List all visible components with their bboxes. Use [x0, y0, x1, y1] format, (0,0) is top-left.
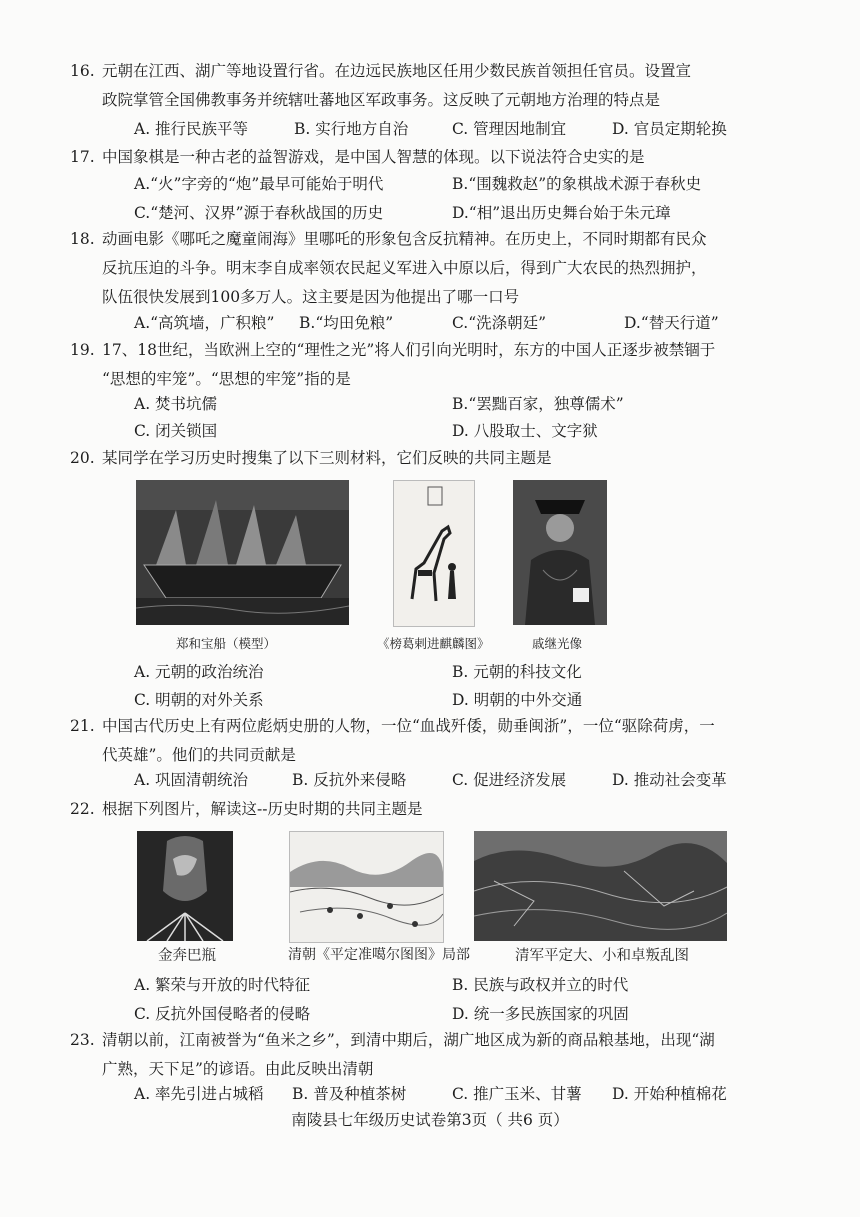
image-caption: 郑和宝船（模型）	[176, 636, 277, 651]
option-a: A. 推行民族平等	[134, 120, 249, 138]
option-d: D. 开始种植棉花	[612, 1085, 727, 1103]
question-number: 16.	[70, 62, 95, 80]
option-b: B.“均田免粮”	[299, 314, 394, 332]
question-16	[70, 57, 762, 115]
question-20	[70, 444, 762, 473]
question-text: 某同学在学习历史时搜集了以下三则材料，它们反映的共同主题是	[102, 449, 552, 467]
option-c: C. 推广玉米、甘薯	[452, 1085, 582, 1103]
qi-jiguang-portrait-image	[513, 480, 607, 625]
question-21	[70, 712, 762, 770]
question-text: 17、18世纪，当欧洲上空的“理性之光”将人们引向光明时，东方的中国人正逐步被禁锢于	[102, 341, 716, 359]
question-number: 20.	[70, 449, 95, 467]
option-a: A. 元朝的政治统治	[134, 663, 264, 681]
question-text: 代英雄”。他们的共同贡献是	[102, 746, 296, 764]
question-17	[70, 143, 762, 172]
question-text: 根据下列图片，解读这--历史时期的共同主题是	[102, 800, 423, 818]
option-b: B. 实行地方自治	[294, 120, 409, 138]
option-b: B. 民族与政权并立的时代	[452, 976, 629, 994]
option-b: B. 普及种植茶树	[292, 1085, 407, 1103]
image-caption: 清朝《平定准噶尔图图》局部	[288, 947, 470, 963]
question-text: 中国古代历史上有两位彪炳史册的人物，一位“血战歼倭，勋垂闽浙”，一位“驱除荷虏，一	[102, 717, 715, 735]
option-b: B.“罢黜百家，独尊儒术”	[452, 395, 624, 413]
image-caption: 金奔巴瓶	[158, 948, 216, 964]
option-c: C. 反抗外国侵略者的侵略	[134, 1005, 311, 1023]
question-text: 中国象棋是一种古老的益智游戏，是中国人智慧的体现。以下说法符合史实的是	[102, 148, 645, 166]
question-text: 清朝以前，江南被誉为“鱼米之乡”，到清中期后，湖广地区成为新的商品粮基地，出现“湖	[102, 1031, 715, 1049]
option-d: D. 推动社会变革	[612, 771, 727, 789]
option-d: D.“相”退出历史舞台始于朱元璋	[452, 204, 671, 222]
option-a: A. 繁荣与开放的时代特征	[134, 976, 311, 994]
question-number: 23.	[70, 1031, 95, 1049]
option-c: C. 闭关锁国	[134, 422, 218, 440]
zheng-he-ship-image	[136, 480, 349, 625]
question-text: 元朝在江西、湖广等地设置行省。在边远民族地区任用少数民族首领担任官员。设置宣	[102, 62, 692, 80]
option-b: B. 反抗外来侵略	[292, 771, 407, 789]
question-text: 反抗压迫的斗争。明末李自成率领农民起义军进入中原以后，得到广大农民的热烈拥护，	[102, 259, 707, 277]
option-d: D. 统一多民族国家的巩固	[452, 1005, 629, 1023]
option-b: B.“围魏救赵”的象棋战术源于春秋史	[452, 175, 702, 193]
question-number: 21.	[70, 717, 95, 735]
option-a: A.“火”字旁的“炮”最早可能始于明代	[134, 175, 384, 193]
option-a: A.“高筑墙，广积粮”	[134, 314, 275, 332]
question-23	[70, 1026, 762, 1084]
option-a: A. 焚书坑儒	[134, 395, 218, 413]
option-d: D. 八股取士、文字狱	[452, 422, 598, 440]
question-text: “思想的牢笼”。“思想的牢笼”指的是	[102, 370, 351, 388]
option-d: D. 明朝的中外交通	[452, 691, 583, 709]
option-c: C.“洗涤朝廷”	[452, 314, 547, 332]
option-d: D. 官员定期轮换	[612, 120, 727, 138]
page-footer: 南陵县七年级历史试卷第3页（ 共6 页）	[291, 1111, 569, 1129]
option-a: A. 率先引进占城稻	[134, 1085, 264, 1103]
question-number: 19.	[70, 341, 95, 359]
option-b: B. 元朝的科技文化	[452, 663, 582, 681]
option-d: D.“替天行道”	[624, 314, 719, 332]
question-22	[70, 795, 762, 824]
option-c: C.“楚河、汉界”源于春秋战国的历史	[134, 204, 384, 222]
pingding-zhungeer-image	[289, 831, 444, 943]
image-caption: 戚继光像	[532, 636, 583, 651]
question-number: 22.	[70, 800, 95, 818]
option-c: C. 明朝的对外关系	[134, 691, 264, 709]
question-text: 动画电影《哪吒之魔童闹海》里哪吒的形象包含反抗精神。在历史上，不同时期都有民众	[102, 230, 707, 248]
question-18	[70, 225, 762, 312]
golden-urn-image	[137, 831, 233, 941]
question-19	[70, 336, 762, 394]
pingding-hezhuo-image	[474, 831, 727, 941]
question-number: 18.	[70, 230, 95, 248]
question-number: 17.	[70, 148, 95, 166]
option-c: C. 管理因地制宜	[452, 120, 567, 138]
question-text: 政院掌管全国佛教事务并统辖吐蕃地区军政事务。这反映了元朝地方治理的特点是	[102, 91, 661, 109]
giraffe-painting-image	[393, 480, 475, 627]
image-caption: 清军平定大、小和卓叛乱图	[515, 948, 689, 964]
option-c: C. 促进经济发展	[452, 771, 567, 789]
image-caption: 《榜葛剌进麒麟图》	[377, 636, 490, 651]
question-text: 广熟，天下足”的谚语。由此反映出清朝	[102, 1060, 374, 1078]
question-text: 队伍很快发展到100多万人。这主要是因为他提出了哪一口号	[102, 288, 520, 306]
option-a: A. 巩固清朝统治	[134, 771, 249, 789]
